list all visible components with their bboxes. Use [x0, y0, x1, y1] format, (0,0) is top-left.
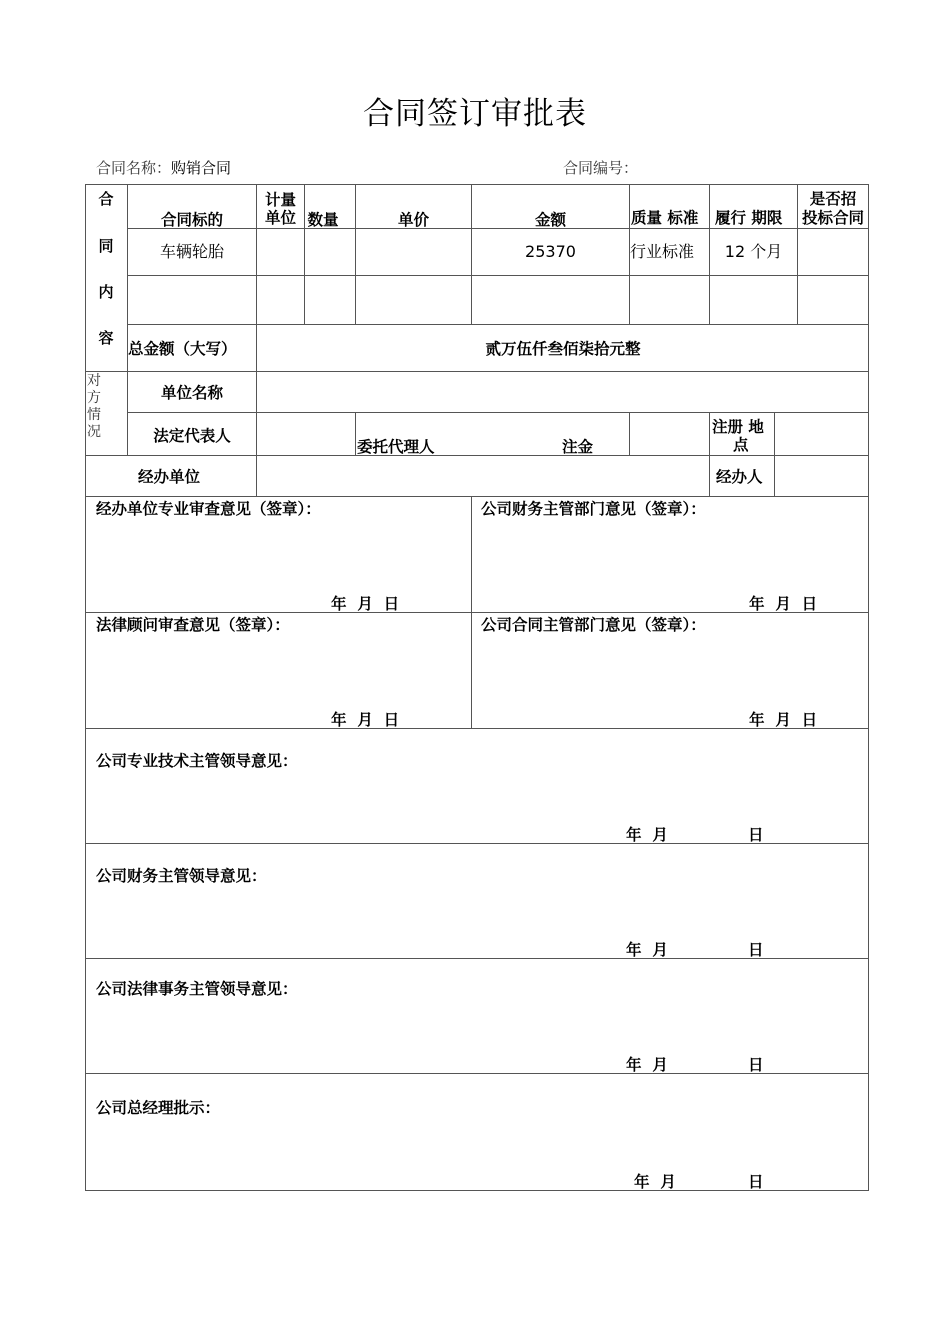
finance-dept-label: 公司财务主管部门意见（签章）：: [481, 500, 706, 518]
col-subject: 合同标的: [160, 211, 223, 229]
date-month: 月: [652, 1056, 668, 1074]
date-day: 日: [748, 941, 764, 959]
date-day: 日: [748, 826, 764, 844]
date-month: 月: [660, 1173, 676, 1191]
date-month: 月: [775, 595, 791, 613]
col-unit-price: 单价: [397, 211, 429, 229]
contract-name-value: 购销合同: [171, 159, 232, 177]
contract-name-label: 合同名称：: [96, 159, 172, 177]
contract-no-label: 合同编号：: [563, 159, 639, 177]
content-side-char-2: 同: [98, 237, 114, 255]
date-line: [634, 1173, 676, 1191]
legal-advisor-label: 法律顾问审查意见（签章）：: [96, 616, 290, 634]
date-year: 年: [634, 1173, 650, 1191]
date-year: 年: [749, 711, 765, 729]
date-month: 月: [357, 711, 373, 729]
date-line: [626, 1056, 668, 1074]
date-day: 日: [801, 595, 818, 613]
row1-quality: 行业标准: [630, 242, 695, 261]
col-bid-line1: 是否招: [809, 190, 857, 208]
contract-dept-label: 公司合同主管部门意见（签章）：: [481, 616, 706, 634]
legal-leader-label: 公司法律事务主管领导意见：: [96, 980, 298, 998]
contract-name-field: [96, 157, 231, 178]
legal-rep-label: 法定代表人: [153, 427, 231, 445]
date-day: 日: [748, 1056, 764, 1074]
date-year: 年: [749, 595, 765, 613]
handling-unit-label: 经办单位: [138, 468, 201, 486]
total-label: 总金额（大写）: [128, 340, 237, 358]
date-year: 年: [331, 711, 347, 729]
col-bid-line2: 投标合同: [801, 209, 864, 227]
counterparty-side-char-3: 情: [87, 407, 101, 423]
col-unit-line1: 计量: [264, 191, 296, 209]
counterparty-side-char-2: 方: [87, 390, 101, 406]
date-line: [331, 711, 399, 729]
counterparty-side-char-1: 对: [87, 373, 101, 389]
gm-label: 公司总经理批示：: [96, 1099, 221, 1117]
date-year: 年: [626, 941, 642, 959]
date-month: 月: [652, 826, 668, 844]
date-year: 年: [626, 826, 642, 844]
date-line: [749, 595, 817, 613]
row1-subject: 车辆轮胎: [159, 242, 224, 261]
date-month: 月: [775, 711, 791, 729]
date-line: [626, 941, 668, 959]
date-year: 年: [331, 595, 347, 613]
dept-review-label: 经办单位专业审查意见（签章）：: [96, 500, 321, 518]
date-month: 月: [357, 595, 373, 613]
date-line: [331, 595, 399, 613]
col-amount: 金额: [534, 211, 566, 229]
content-side-char-4: 容: [98, 329, 114, 347]
col-quality: 质量 标准: [631, 209, 699, 227]
capital-label: 注金: [562, 438, 594, 456]
row1-term: 12 个月: [724, 242, 783, 261]
finance-leader-label: 公司财务主管领导意见：: [96, 867, 267, 885]
handling-person-label: 经办人: [716, 468, 763, 486]
date-day: 日: [383, 595, 400, 613]
col-unit-line2: 单位: [264, 209, 296, 227]
date-day: 日: [383, 711, 400, 729]
date-line: [749, 711, 817, 729]
content-side-char-3: 内: [98, 283, 114, 301]
counterparty-side-char-4: 况: [87, 424, 101, 440]
row1-amount: 25370: [525, 242, 576, 261]
address-label-line2: 点: [733, 436, 749, 454]
agent-label: 委托代理人: [357, 438, 435, 456]
total-value: 贰万伍仟叁佰柒拾元整: [485, 340, 641, 358]
tech-leader-label: 公司专业技术主管领导意见：: [96, 752, 298, 770]
date-year: 年: [626, 1056, 642, 1074]
unit-name-label: 单位名称: [160, 384, 223, 402]
date-day: 日: [801, 711, 818, 729]
date-day: 日: [748, 1173, 764, 1191]
content-side-char-1: 合: [98, 190, 114, 208]
date-line: [626, 826, 668, 844]
col-quantity: 数量: [307, 211, 339, 229]
date-month: 月: [652, 941, 668, 959]
address-label-line1: 注册 地: [712, 418, 764, 436]
col-term: 履行 期限: [715, 209, 783, 227]
page-title: 合同签订审批表: [363, 96, 587, 132]
